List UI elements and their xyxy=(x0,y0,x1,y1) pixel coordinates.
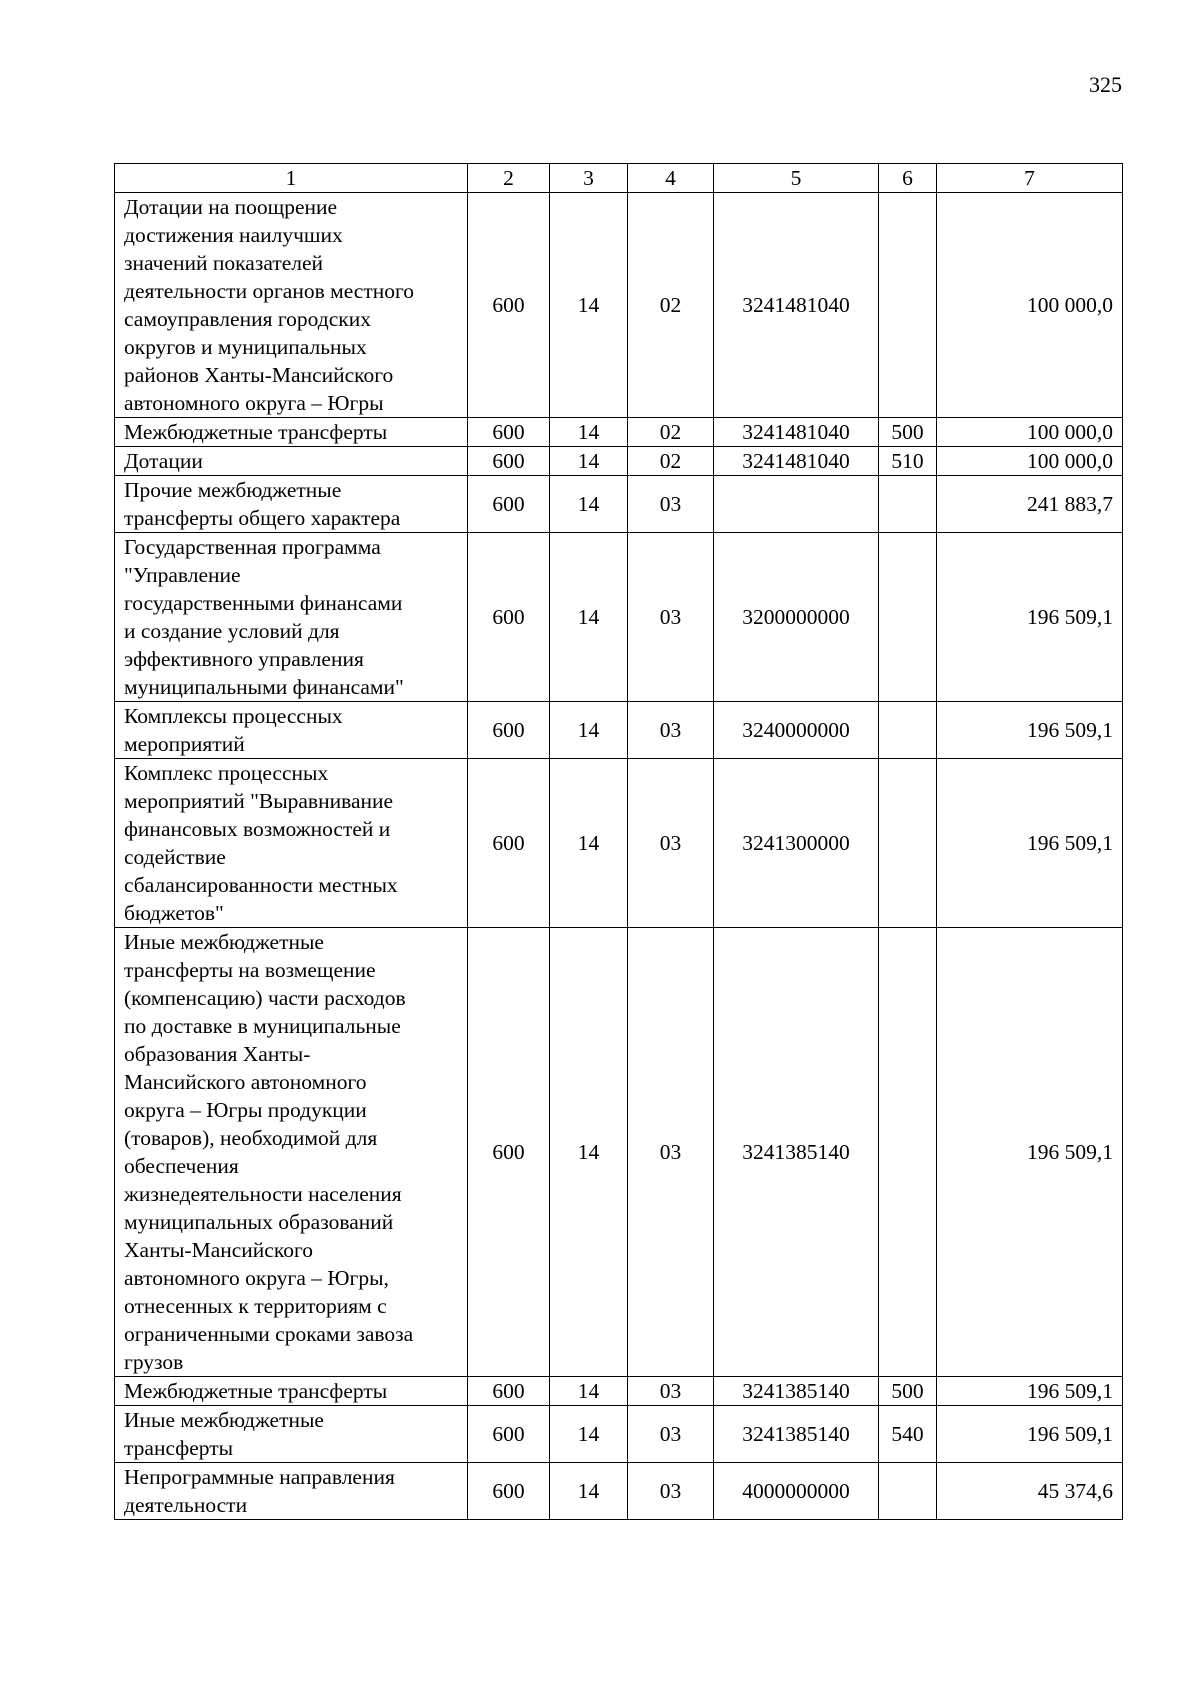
cell-2: 600 xyxy=(468,1463,550,1520)
cell-5: 3241481040 xyxy=(714,418,879,447)
cell-2: 600 xyxy=(468,476,550,533)
table-row xyxy=(115,193,1123,418)
cell-4: 03 xyxy=(628,1377,714,1406)
table-row xyxy=(115,759,1123,928)
cell-2: 600 xyxy=(468,193,550,418)
cell-4: 02 xyxy=(628,447,714,476)
cell-3: 14 xyxy=(550,1377,628,1406)
cell-7: 196 509,1 xyxy=(937,1406,1123,1463)
column-header-3: 3 xyxy=(550,164,628,193)
cell-2: 600 xyxy=(468,1377,550,1406)
cell-5: 3241385140 xyxy=(714,928,879,1377)
cell-3: 14 xyxy=(550,759,628,928)
table-row xyxy=(115,533,1123,702)
column-header-2: 2 xyxy=(468,164,550,193)
cell-6 xyxy=(879,193,937,418)
cell-6: 540 xyxy=(879,1406,937,1463)
cell-5: 3200000000 xyxy=(714,533,879,702)
cell-5: 3241481040 xyxy=(714,193,879,418)
cell-6: 500 xyxy=(879,1377,937,1406)
column-header-1: 1 xyxy=(115,164,468,193)
table-row xyxy=(115,447,1123,476)
cell-6 xyxy=(879,928,937,1377)
cell-4: 03 xyxy=(628,702,714,759)
cell-7: 241 883,7 xyxy=(937,476,1123,533)
cell-7: 45 374,6 xyxy=(937,1463,1123,1520)
cell-3: 14 xyxy=(550,533,628,702)
table-row xyxy=(115,702,1123,759)
cell-6 xyxy=(879,476,937,533)
cell-6 xyxy=(879,759,937,928)
table-row xyxy=(115,1377,1123,1406)
cell-5: 4000000000 xyxy=(714,1463,879,1520)
cell-7: 196 509,1 xyxy=(937,702,1123,759)
cell-6 xyxy=(879,533,937,702)
row-name: Иные межбюджетные трансферты на возмещение (компенсацию) части расходов по доставке в муниципальные образования Ханты- Мансийского автономного округа – Югры продукции (товаров), необходимой для обеспечения жизнедеятельности населения муниципальных образований Ханты-Мансийского автономного округа – Югры, отнесенных к территориям с ограниченными сроками завоза грузов xyxy=(115,928,468,1377)
cell-7: 196 509,1 xyxy=(937,928,1123,1377)
cell-2: 600 xyxy=(468,759,550,928)
table-row xyxy=(115,418,1123,447)
header-row xyxy=(115,164,1123,193)
column-header-7: 7 xyxy=(937,164,1123,193)
row-name: Дотации на поощрение достижения наилучших значений показателей деятельности органов местного самоуправления городских округов и муниципальных районов Ханты-Мансийского автономного округа – Югры xyxy=(115,193,468,418)
cell-7: 100 000,0 xyxy=(937,418,1123,447)
cell-3: 14 xyxy=(550,418,628,447)
cell-2: 600 xyxy=(468,533,550,702)
cell-7: 196 509,1 xyxy=(937,533,1123,702)
cell-7: 196 509,1 xyxy=(937,759,1123,928)
cell-4: 03 xyxy=(628,1406,714,1463)
cell-3: 14 xyxy=(550,702,628,759)
cell-6 xyxy=(879,702,937,759)
cell-4: 02 xyxy=(628,418,714,447)
cell-4: 03 xyxy=(628,533,714,702)
cell-3: 14 xyxy=(550,928,628,1377)
row-name: Межбюджетные трансферты xyxy=(115,1377,468,1406)
row-name: Непрограммные направления деятельности xyxy=(115,1463,468,1520)
cell-5: 3241385140 xyxy=(714,1406,879,1463)
table-row xyxy=(115,476,1123,533)
row-name: Комплексы процессных мероприятий xyxy=(115,702,468,759)
cell-2: 600 xyxy=(468,1406,550,1463)
cell-3: 14 xyxy=(550,476,628,533)
cell-4: 03 xyxy=(628,928,714,1377)
row-name: Прочие межбюджетные трансферты общего характера xyxy=(115,476,468,533)
cell-2: 600 xyxy=(468,928,550,1377)
cell-7: 196 509,1 xyxy=(937,1377,1123,1406)
page-number: 325 xyxy=(1089,72,1122,97)
cell-7: 100 000,0 xyxy=(937,193,1123,418)
cell-7: 100 000,0 xyxy=(937,447,1123,476)
cell-4: 02 xyxy=(628,193,714,418)
cell-3: 14 xyxy=(550,1463,628,1520)
cell-4: 03 xyxy=(628,476,714,533)
table-row xyxy=(115,928,1123,1377)
cell-2: 600 xyxy=(468,447,550,476)
row-name: Дотации xyxy=(115,447,468,476)
table-row xyxy=(115,1463,1123,1520)
row-name: Комплекс процессных мероприятий "Выравнивание финансовых возможностей и содействие сбалансированности местных бюджетов" xyxy=(115,759,468,928)
cell-5 xyxy=(714,476,879,533)
cell-6 xyxy=(879,1463,937,1520)
row-name: Межбюджетные трансферты xyxy=(115,418,468,447)
cell-4: 03 xyxy=(628,759,714,928)
row-name: Государственная программа "Управление государственными финансами и создание условий для эффективного управления муниципальными финансами" xyxy=(115,533,468,702)
cell-2: 600 xyxy=(468,418,550,447)
cell-6: 510 xyxy=(879,447,937,476)
cell-3: 14 xyxy=(550,447,628,476)
column-header-6: 6 xyxy=(879,164,937,193)
column-header-5: 5 xyxy=(714,164,879,193)
cell-2: 600 xyxy=(468,702,550,759)
table-row xyxy=(115,1406,1123,1463)
budget-table xyxy=(114,163,1123,1520)
cell-5: 3241481040 xyxy=(714,447,879,476)
cell-5: 3240000000 xyxy=(714,702,879,759)
cell-3: 14 xyxy=(550,193,628,418)
cell-4: 03 xyxy=(628,1463,714,1520)
column-header-4: 4 xyxy=(628,164,714,193)
cell-3: 14 xyxy=(550,1406,628,1463)
cell-5: 3241385140 xyxy=(714,1377,879,1406)
row-name: Иные межбюджетные трансферты xyxy=(115,1406,468,1463)
cell-6: 500 xyxy=(879,418,937,447)
cell-5: 3241300000 xyxy=(714,759,879,928)
